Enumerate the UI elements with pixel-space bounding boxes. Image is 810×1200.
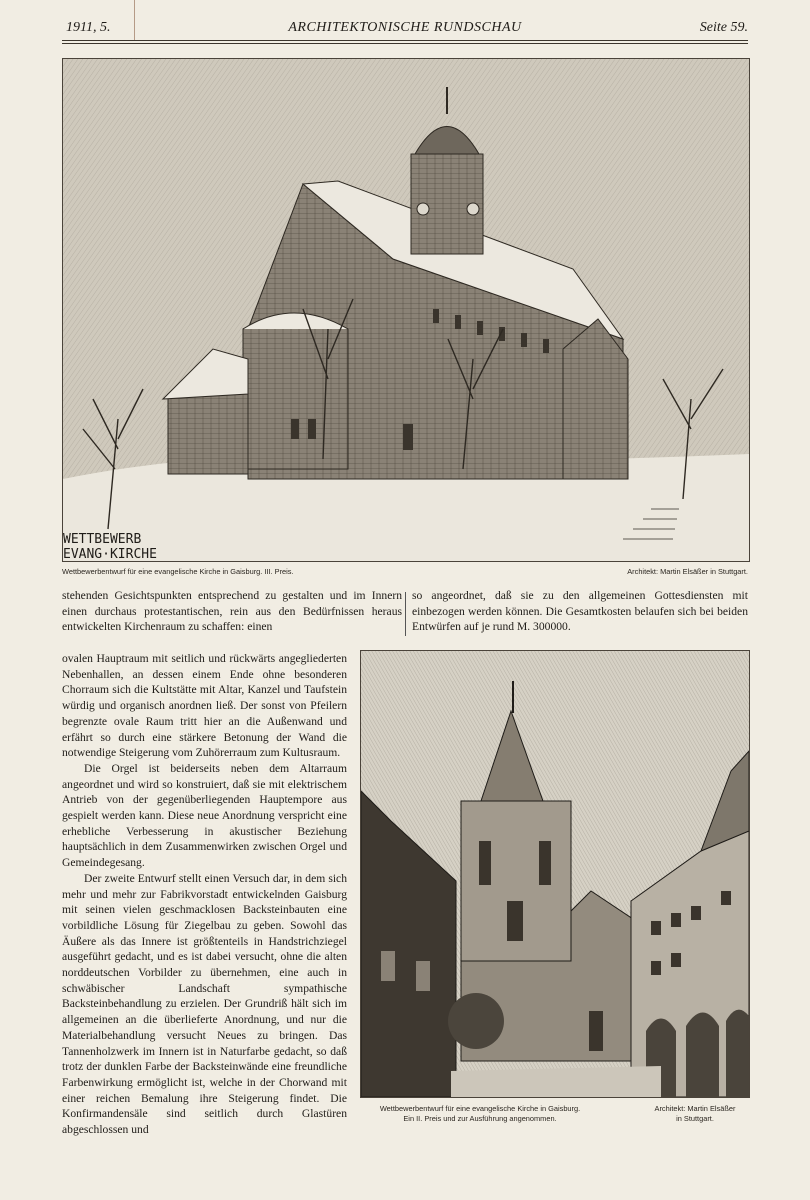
figure2-architect-line1: Architekt: Martin Elsäßer <box>654 1104 736 1113</box>
running-header <box>62 18 748 40</box>
column-a-top <box>62 588 402 635</box>
figure1-caption: Wettbewerbentwurf für eine evangelische Kirche in Gaisburg. III. Preis. <box>62 567 294 576</box>
header-rule-double <box>62 43 748 44</box>
church-sketch-exterior <box>62 58 750 562</box>
header-rule <box>62 40 748 41</box>
church-sketch-tower-view <box>360 650 750 1098</box>
figure2-caption-line2: Ein II. Preis und zur Ausführung angenommen. <box>403 1114 557 1123</box>
figure2-architect <box>640 1104 750 1124</box>
column-a-body <box>62 651 347 1138</box>
inscription-line-1: WETTBEWERB <box>63 532 142 547</box>
column-divider <box>405 592 406 636</box>
figure2-caption <box>360 1104 600 1124</box>
figure1-architect: Architekt: Martin Elsäßer in Stuttgart. <box>627 567 748 576</box>
paragraph-oval-room: ovalen Hauptraum mit seitlich und rückwärts angegliederten Nebenhallen, an dessen einem Ende ohne besonderen Chorraum sich die Kultstätte mit Altar, Kanzel und Taufstein würdig und organisch anordnen ließ. Der sonst von Pfeilern begrenzte ovale Raum tritt hier an die Außenwand und erfährt so durch eine stärkere Betonung der Wand die notwendige Steigerung vom Zuhörerraum zum Kultusraum. <box>62 652 347 760</box>
paragraph-organ: Die Orgel ist beiderseits neben dem Altarraum angeordnet und wird so konstruiert, daß sie mit elektrischem Antrieb von der gegenüberliegenden Hauptempore aus gespielt werden kann. Diese neue Anordnung verspricht eine erhebliche Verbesserung in akustischer Beziehung hauptsächlich in dem Zusammenwirken zwischen Orgel und Gemeindegesang. <box>62 761 347 870</box>
inscription-line-2: EVANG·KIRCHE <box>63 547 157 561</box>
paragraph-continued: stehenden Gesichtspunkten entsprechend zu gestalten und im Innern einen durchaus protestantischen, rein aus den Bedürfnissen heraus entwickelten Kirchenraum zu schaffen: einen <box>62 589 402 634</box>
issue-number: 1911, 5. <box>66 20 111 35</box>
paragraph-costs: so angeordnet, daß sie zu den allgemeinen Gottesdiensten mit einbezogen werden können. Die Gesamtkosten belaufen sich bei beiden Entwürfen auf je rund M. 300000. <box>412 589 748 634</box>
figure2-caption-line1: Wettbewerbentwurf für eine evangelische Kirche in Gaisburg. <box>379 1104 581 1113</box>
column-b-top <box>412 588 748 635</box>
journal-title: ARCHITEKTONISCHE RUNDSCHAU <box>288 20 522 35</box>
page-number: Seite 59. <box>699 20 748 35</box>
figure2-architect-line2: in Stuttgart. <box>676 1114 714 1123</box>
paragraph-second-design: Der zweite Entwurf stellt einen Versuch dar, in dem sich mehr und mehr zur Fabrikvorstadt entwickelnden Gaisburg mit seinen vielen geschmacklosen Backsteinbauten eine vorbildliche Lösung für Ziegelbau zu geben. Sowohl das Äußere als das Innere ist größtenteils in Handstrichziegel ausgeführt gedacht, und es ist dabei versucht, ohne die alten norddeutschen Vorbilder zu übernehmen, eine auch in schwäbischer Landschaft sympathische Backsteinbehandlung zu erzielen. Der Grundriß hält sich im allgemeinen an die überlieferte Anordnung, und nur die Materialbehandlung versucht Neues zu bringen. Das Tannenholzwerk im Innern ist in Naturfarbe gedacht, so daß trotz der dunklen Farbe der Backsteinwände eine freundliche Farbenwirkung ermöglicht ist, welche in der Chorwand mit einer reichen Bemalung ihre Steigerung findet. Die Konfirmandensäle sind seitlich durch Glastüren abgeschlossen und <box>62 871 347 1137</box>
